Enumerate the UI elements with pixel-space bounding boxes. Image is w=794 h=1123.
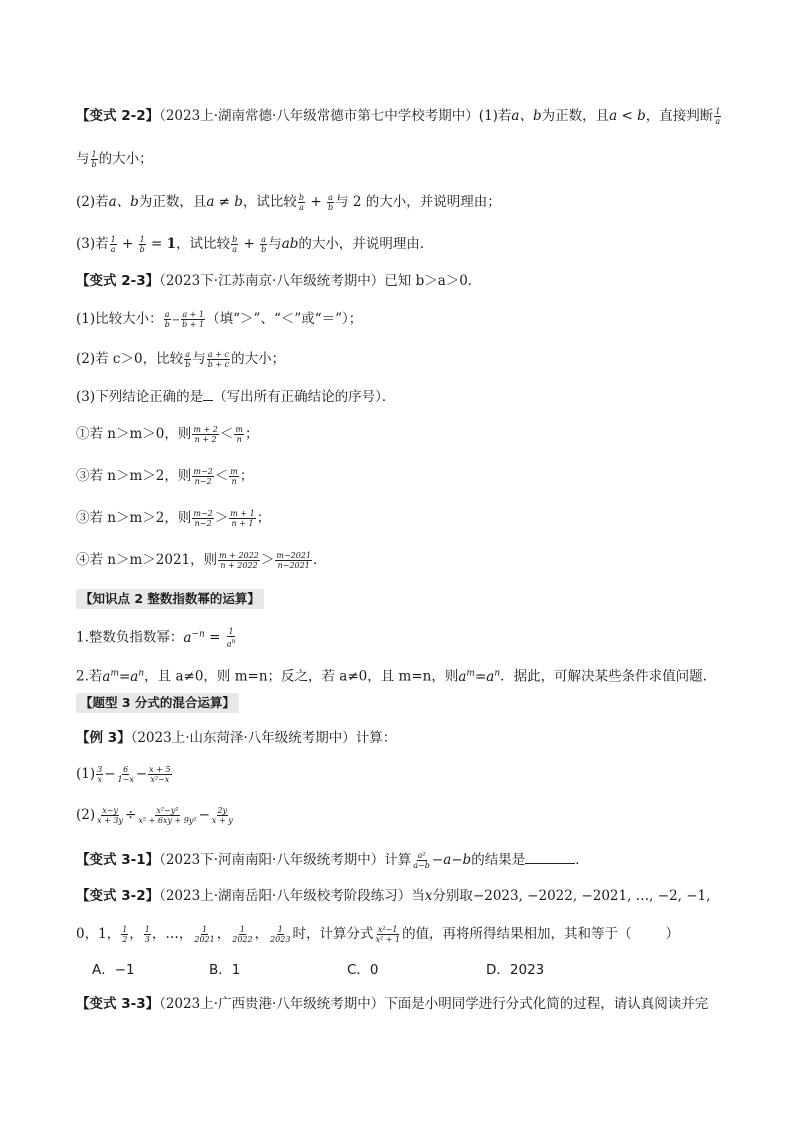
v23-line2: (1)比较大小： $\frac{a}{b}$ − $\frac{a + 1}{b + 1}$ （填“＞”、“＜”或“＝”）；: [76, 310, 363, 329]
v22-q1-part-e: 的大小；: [98, 151, 153, 167]
frac-m2021-over-n2021: $\frac{m-2021}{n-2021}$: [276, 551, 312, 570]
v22-q2-part-c: ，试比较: [242, 194, 297, 210]
frac-2y-over-xy: $\frac{2y}{x + y}$: [211, 806, 233, 825]
v31-end: ．: [575, 852, 589, 868]
kp2-line2-c: ．据此，可解决某些条件求值问题.: [500, 668, 707, 685]
math-am-eq-an: $a^m=a^n$: [102, 668, 145, 685]
frac-ac-over-bc: $\frac{a + c}{b + c}$: [207, 350, 230, 369]
frac-a-over-b: $\frac{a}{b}$: [327, 193, 334, 212]
frac-a-over-b-3: $\frac{a}{b}$: [164, 310, 170, 329]
choice-d[interactable]: D．2023: [486, 962, 545, 978]
frac-1-over-b: $\frac{1}{b}$: [91, 150, 97, 169]
answer-blank[interactable]: [525, 851, 575, 864]
v23-line3: [76, 350, 285, 369]
v32-source: （2023上·湖南岳阳·八年级校考阶段练习）当: [159, 888, 425, 904]
v22-line2: [76, 150, 153, 169]
v23-option-1-label: ①若 n＞m＞0，则: [76, 426, 192, 442]
math-minus-a-minus-b: −a−b: [431, 852, 472, 868]
frac-m-over-n-2: $\frac{m}{n}$: [230, 467, 238, 486]
frac-m2022-over-n2022: $\frac{m + 2022}{n + 2022}$: [219, 551, 259, 570]
v22-q2-part-a: (2)若: [76, 194, 109, 210]
v32-row2-a: 0，1，: [76, 926, 121, 942]
v31-line: [76, 851, 589, 870]
expr-1-label: (1): [76, 766, 96, 782]
frac-a1-over-b1: $\frac{a + 1}{b + 1}$: [182, 310, 205, 329]
frac-x2-y2-over-poly: $\frac{\text{x²−y²}}{\text{x² + 6xy + 9y²}}$: [138, 806, 197, 825]
v31-tail: 的结果是: [471, 852, 526, 868]
math-a-b: a、b: [511, 108, 542, 124]
v23-line1: [76, 272, 481, 290]
v32-row2-c: 时，计算分式: [292, 926, 374, 942]
frac-a2-over-a-b: $\frac{\text{a²}}{a-b}$: [413, 851, 430, 870]
frac-1-over-b-2: $\frac{1}{b}$: [139, 235, 145, 254]
frac-x-y-over-x3y: $\frac{x-y}{x + 3y}$: [97, 806, 124, 825]
frac-6-over-1-x: $\frac{6}{1-x}$: [117, 765, 134, 784]
frac-x2-1-over-x2-1: $\frac{\text{x²−1}}{\text{x² + 1}}$: [375, 925, 401, 944]
frac-1-2: $\frac{1}{2}$: [122, 925, 128, 944]
v22-source: （2023上·湖南常德·八年级常德市第七中学校考期中）: [159, 108, 479, 124]
math-am-eq-an-2: $a^m=a^n$: [458, 668, 501, 685]
choice-b[interactable]: B．1: [209, 962, 241, 978]
example-3-expr-1: (1) $\frac{3}{x}$ − $\frac{6}{1-x}$ − $\frac{x + 5}{\text{x²−x}}$: [76, 765, 171, 784]
v23-p2-c: 的大小；: [231, 351, 286, 367]
frac-b-over-a-2: $\frac{b}{a}$: [232, 235, 238, 254]
kp2-line2: [76, 664, 707, 686]
v32-tag: 【变式 3-2】: [76, 888, 160, 904]
v22-q1-part-a: (1)若: [478, 108, 512, 124]
kp2-line2-b: ，且 a≠0，则 m=n；反之，若 a≠0，且 m=n，则: [144, 668, 459, 685]
v23-tag: 【变式 2-3】: [76, 273, 160, 289]
v32-line2: 0，1， $\frac{1}{2}$ ， $\frac{1}{3}$ ，…， $\frac{1}{2021}$ ， $\frac{1}{2022}$ ， $\frac{1}{2023}$ 时，计算分式 $\frac{\text{x²−1}}{\text{x² + 1}}$ 的值，再将所得结果相加，其和等于（ ）: [76, 925, 680, 944]
v22-tag: 【变式 2-2】: [76, 108, 160, 124]
frac-m-over-n: $\frac{m}{n}$: [235, 425, 243, 444]
v23-p1-b: （填“＞”、“＜”或“＝”）；: [206, 311, 363, 327]
v22-q1-part-b: 为正数，且: [541, 108, 610, 124]
v31-tag: 【变式 3-1】: [76, 852, 160, 868]
v23-option-1: ①若 n＞m＞0，则 $\frac{m + 2}{n + 2}$ ＜ $\frac{m}{n}$ ；: [76, 425, 259, 444]
v33-source: （2023上·广西贵港·八年级统考期中）下面是小明同学进行分式化简的过程，请认真阅读并完: [159, 996, 709, 1012]
v22-q1-part-c: ，直接判断: [645, 108, 714, 124]
frac-1-3: $\frac{1}{3}$: [144, 925, 150, 944]
v22-q2-part-b: 为正数，且: [138, 194, 207, 210]
v31-source: （2023下·河南南阳·八年级统考期中）计算: [159, 852, 412, 868]
frac-b-over-a: $\frac{b}{a}$: [298, 193, 305, 212]
v23-option-2-label: ③若 n＞m＞2，则: [76, 468, 192, 484]
v23-source: （2023下·江苏南京·八年级统考期中）: [159, 273, 385, 289]
kp2-line1-label: 1.整数负指数幂：: [76, 629, 184, 646]
math-ab: ab: [281, 236, 299, 252]
frac-1-over-a: $\frac{1}{a}$: [715, 107, 721, 126]
v22-q3-part-c: 与: [268, 236, 282, 252]
v23-p3-b: （写出所有正确结论的序号）．: [213, 389, 396, 405]
example-3-tag: 【例 3】: [76, 730, 131, 746]
frac-1-over-a-2: $\frac{1}{a}$: [110, 235, 116, 254]
math-x: x: [424, 888, 433, 904]
v22-q3-part-a: (3)若: [76, 236, 109, 252]
choice-c[interactable]: C．0: [347, 962, 379, 978]
v22-q3-part-b: ，试比较: [176, 236, 231, 252]
frac-m2-over-n2: $\frac{m + 2}{n + 2}$: [193, 425, 218, 444]
frac-1-2022: $\frac{1}{2022}$: [232, 925, 253, 944]
knowledge-point-2-heading: 【知识点 2 整数指数幂的运算】: [76, 589, 264, 609]
frac-m-2-over-n-2: $\frac{m-2}{n-2}$: [193, 467, 213, 486]
math-a-lt-b: a < b: [609, 108, 646, 124]
frac-1-over-a-n: $\frac{1}{a^n}$: [226, 627, 236, 649]
v23-option-3-label: ③若 n＞m＞2，则: [76, 510, 192, 526]
frac-m1-over-n1: $\frac{m + 1}{n + 1}$: [230, 509, 255, 528]
v32-row2-e: ）: [665, 926, 680, 942]
frac-x5-over-x2-x: $\frac{x + 5}{\text{x²−x}}$: [149, 765, 171, 784]
frac-m-2-over-n-2-b: $\frac{m-2}{n-2}$: [193, 509, 213, 528]
math-a-neg-n: $a^{-n}$: [183, 629, 205, 646]
v23-option-3: ③若 n＞m＞2，则 $\frac{m-2}{n-2}$ ＞ $\frac{m + 1}{n + 1}$ ；: [76, 509, 271, 528]
frac-a-over-b-2: $\frac{a}{b}$: [261, 235, 267, 254]
choice-a[interactable]: A．−1: [92, 962, 135, 978]
example-3-source: （2023上·山东菏泽·八年级统考期中）计算：: [130, 730, 397, 746]
example-3-expr-2: (2) $\frac{x-y}{x + 3y}$ ÷ $\frac{\text{x²−y²}}{\text{x² + 6xy + 9y²}}$ − $\frac{2y}{x + y}$: [76, 806, 233, 825]
v23-p2-a: (2)若 c＞0，比较: [76, 351, 184, 367]
math-a-neq-b: a ≠ b: [206, 194, 243, 210]
v23-option-4-label: ④若 n＞m＞2021，则: [76, 552, 218, 568]
kp2-line2-a: 2.若: [76, 668, 103, 685]
answer-blank-short[interactable]: [203, 388, 213, 401]
frac-3-over-x: $\frac{3}{x}$: [97, 765, 103, 784]
v32-row2-d: 的值，再将所得结果相加，其和等于（: [402, 926, 632, 942]
v23-p3-a: (3)下列结论正确的是: [76, 389, 204, 405]
v23-option-4: ④若 n＞m＞2021，则 $\frac{m + 2022}{n + 2022}$ ＞ $\frac{m-2021}{n-2021}$ ．: [76, 551, 327, 570]
v22-line4: (3)若 $\frac{1}{a}$ + $\frac{1}{b}$ = 1，试比较 $\frac{b}{a}$ + $\frac{a}{b}$ 与ab的大小，并说明理由．: [76, 235, 434, 254]
v32-mid: 分别取−2023, −2022, −2021, …, −2, −1,: [432, 888, 711, 904]
v23-given: 已知 b＞a＞0．: [384, 273, 482, 289]
v22-q2-part-d: 与 2 的大小，并说明理由；: [335, 194, 501, 210]
v33-tag: 【变式 3-3】: [76, 996, 160, 1012]
v22-q3-part-d: 的大小，并说明理由．: [298, 236, 434, 252]
v22-line3: (2)若a、b为正数，且a ≠ b，试比较 $\frac{b}{a}$ + $\frac{a}{b}$ 与 2 的大小，并说明理由；: [76, 193, 501, 212]
v33-line: [76, 995, 708, 1013]
example-3-line: [76, 729, 396, 747]
v22-q1-part-d: 与: [76, 151, 90, 167]
v32-row2-b: ，…，: [151, 926, 193, 942]
math-a-b-2: a、b: [108, 194, 139, 210]
frac-1-2021: $\frac{1}{2021}$: [194, 925, 215, 944]
expr-2-label: (2): [76, 807, 96, 823]
v23-p2-b: 与: [192, 351, 206, 367]
frac-a-over-b-4: $\frac{a}{b}$: [185, 350, 191, 369]
v32-line1: [76, 887, 710, 905]
kp2-line1: 1.整数负指数幂：$a^{-n}$ = $\frac{1}{a^n}$: [76, 627, 236, 649]
question-type-3-heading: 【题型 3 分式的混合运算】: [76, 693, 239, 713]
v22-line1: [76, 107, 722, 126]
v23-line4: [76, 388, 395, 406]
v23-option-2: ③若 n＞m＞2，则 $\frac{m-2}{n-2}$ ＜ $\frac{m}{n}$ ；: [76, 467, 254, 486]
frac-1-2023: $\frac{1}{2023}$: [270, 925, 291, 944]
v23-p1-a: (1)比较大小：: [76, 311, 163, 327]
